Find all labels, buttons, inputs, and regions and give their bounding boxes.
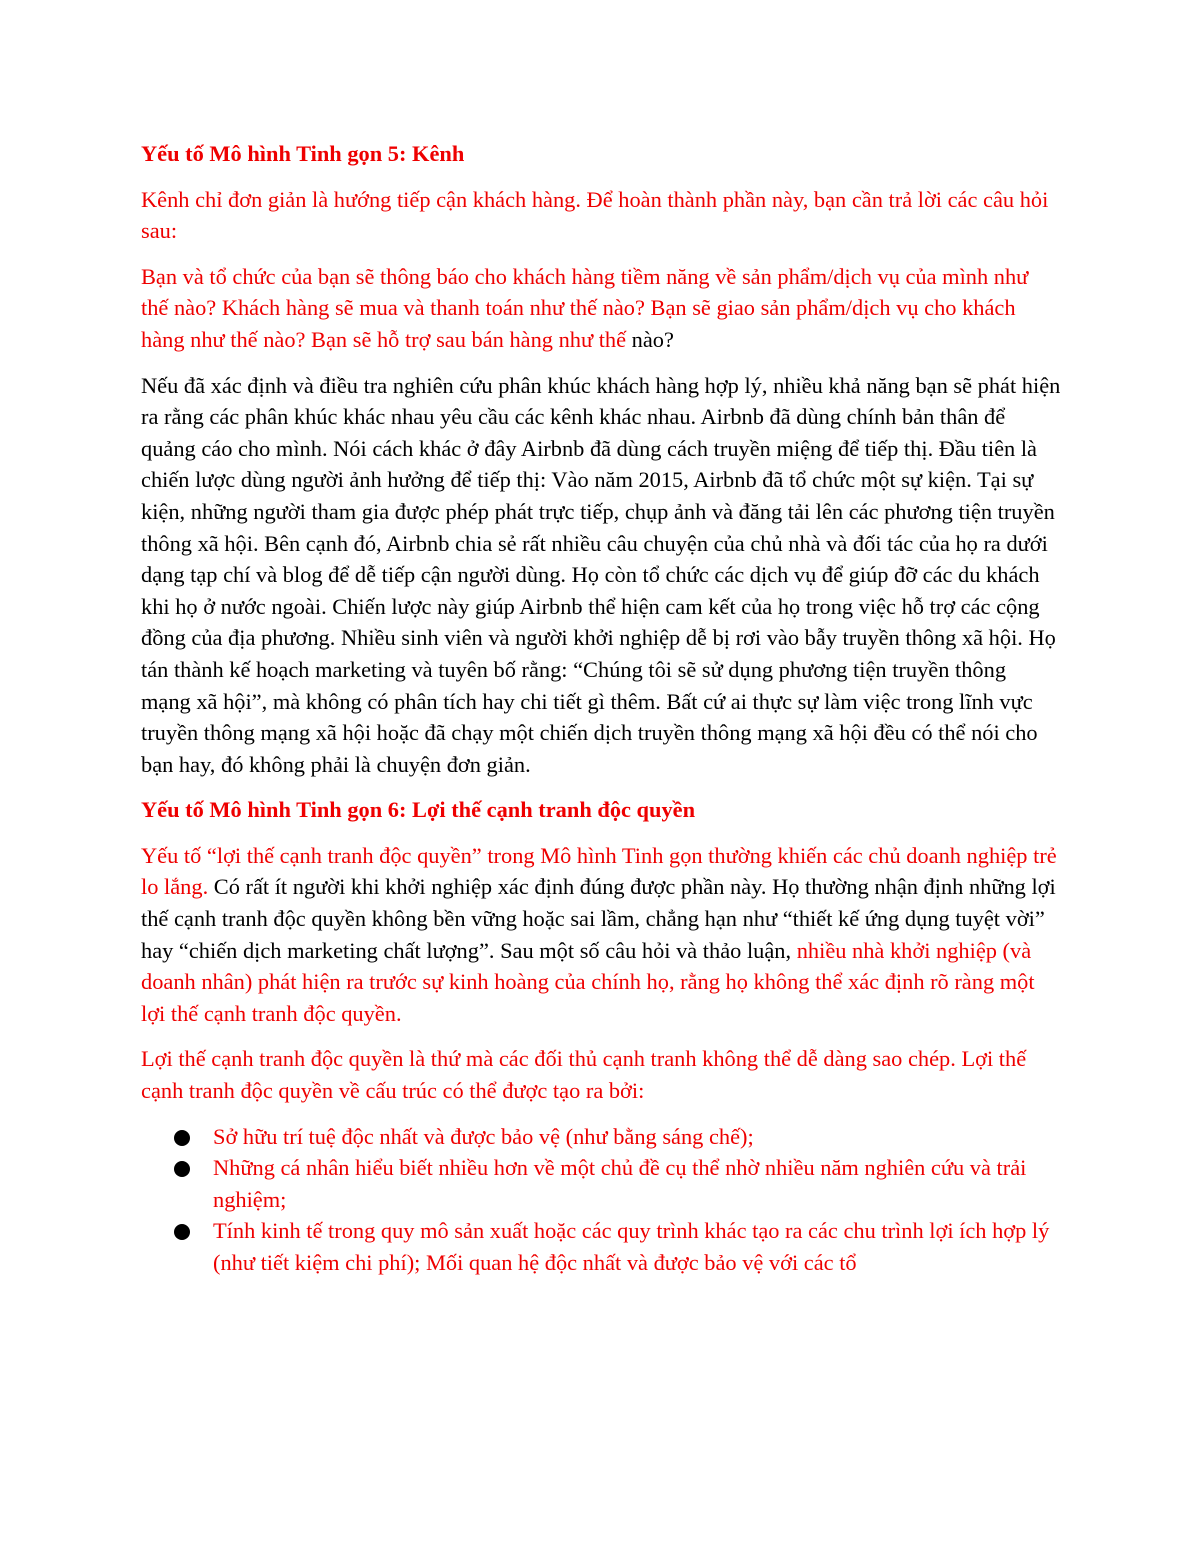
advantage-list: [141, 1121, 1061, 1279]
bullet-icon: [174, 1130, 190, 1146]
bullet-icon: [174, 1161, 190, 1177]
section-5-intro: Kênh chỉ đơn giản là hướng tiếp cận khách hàng. Để hoàn thành phần này, bạn cần trả lời các câu hỏi sau:: [141, 186, 1049, 244]
section-5-heading: Yếu tố Mô hình Tinh gọn 5: Kênh: [141, 141, 465, 166]
bullet-icon: [174, 1224, 190, 1240]
section-6-p1-red-b: nhiều nhà khởi nghiệp (và doanh nhân) phát hiện ra trước sự kinh hoàng của chính họ, rằng họ không thể xác định rõ ràng một lợi thế cạnh tranh độc quyền.: [141, 937, 1035, 1026]
section-5-questions-red: Bạn và tổ chức của bạn sẽ thông báo cho khách hàng tiềm năng về sản phẩm/dịch vụ của mình như thế nào? Khách hàng sẽ mua và thanh toán như thế nào? Bạn sẽ giao sản phẩm/dịch vụ cho khách hàng như thế nào? Bạn sẽ hỗ trợ sau bán hàng như thế: [141, 263, 1029, 352]
section-6-paragraph-2: Lợi thế cạnh tranh độc quyền là thứ mà các đối thủ cạnh tranh không thể dễ dàng sao chép. Lợi thế cạnh tranh độc quyền về cấu trúc có thể được tạo ra bởi:: [141, 1046, 1027, 1104]
list-item: [141, 1152, 1061, 1215]
list-item-text: Sở hữu trí tuệ độc nhất và được bảo vệ (như bằng sáng chế);: [213, 1123, 754, 1149]
section-6-p1-black: Có rất ít người khi khởi nghiệp xác định đúng được phần này. Họ thường nhận định những lợi thế cạnh tranh độc quyền không bền vững hoặc sai lầm, chẳng hạn như “thiết kế ứng dụng tuyệt vời” hay “chiến dịch marketing chất lượng”. Sau một số câu hỏi và thảo luận,: [141, 874, 1056, 963]
section-5-questions-end: nào?: [631, 326, 674, 352]
document-page: [141, 138, 1061, 1279]
list-item: [141, 1215, 1061, 1278]
section-6-paragraph-1: [141, 840, 1061, 1030]
list-item-text: Những cá nhân hiểu biết nhiều hơn về một chủ đề cụ thể nhờ nhiều năm nghiên cứu và trải nghiệm;: [213, 1155, 1027, 1212]
section-6-p1-red-a: Yếu tố “lợi thế cạnh tranh độc quyền” trong Mô hình Tinh gọn thường khiến các chủ doanh nghiệp trẻ lo lắng.: [141, 842, 1057, 900]
list-item-text: Tính kinh tế trong quy mô sản xuất hoặc các quy trình khác tạo ra các chu trình lợi ích hợp lý (như tiết kiệm chi phí); Mối quan hệ độc nhất và được bảo vệ với các tổ: [213, 1218, 1050, 1275]
section-5-body: Nếu đã xác định và điều tra nghiên cứu phân khúc khách hàng hợp lý, nhiều khả năng bạn sẽ phát hiện ra rằng các phân khúc khác nhau yêu cầu các kênh khác nhau. Airbnb đã dùng chính bản thân để quảng cáo cho mình. Nói cách khác ở đây Airbnb đã dùng cách truyền miệng để tiếp thị. Đầu tiên là chiến lược dùng người ảnh hưởng để tiếp thị: Vào năm 2015, Airbnb đã tổ chức một sự kiện. Tại sự kiện, những người tham gia được phép phát trực tiếp, chụp ảnh và đăng tải lên các phương tiện truyền thông xã hội. Bên cạnh đó, Airbnb chia sẻ rất nhiều câu chuyện của chủ nhà và đối tác của họ ra dưới dạng tạp chí và blog để dễ tiếp cận người dùng. Họ còn tổ chức các dịch vụ để giúp đỡ các du khách khi họ ở nước ngoài. Chiến lược này giúp Airbnb thể hiện cam kết của họ trong việc hỗ trợ các cộng đồng của địa phương. Nhiều sinh viên và người khởi nghiệp dễ bị rơi vào bẫy truyền thông xã hội. Họ tán thành kế hoạch marketing và tuyên bố rằng: “Chúng tôi sẽ sử dụng phương tiện truyền thông mạng xã hội”, mà không có phân tích hay chi tiết gì thêm. Bất cứ ai thực sự làm việc trong lĩnh vực truyền thông mạng xã hội hoặc đã chạy một chiến dịch truyền thông mạng xã hội đều có thể nói cho bạn hay, đó không phải là chuyện đơn giản.: [141, 372, 1061, 777]
list-item: [141, 1121, 1061, 1153]
section-5-questions: [141, 261, 1061, 356]
section-6-heading: Yếu tố Mô hình Tinh gọn 6: Lợi thế cạnh tranh độc quyền: [141, 797, 696, 823]
